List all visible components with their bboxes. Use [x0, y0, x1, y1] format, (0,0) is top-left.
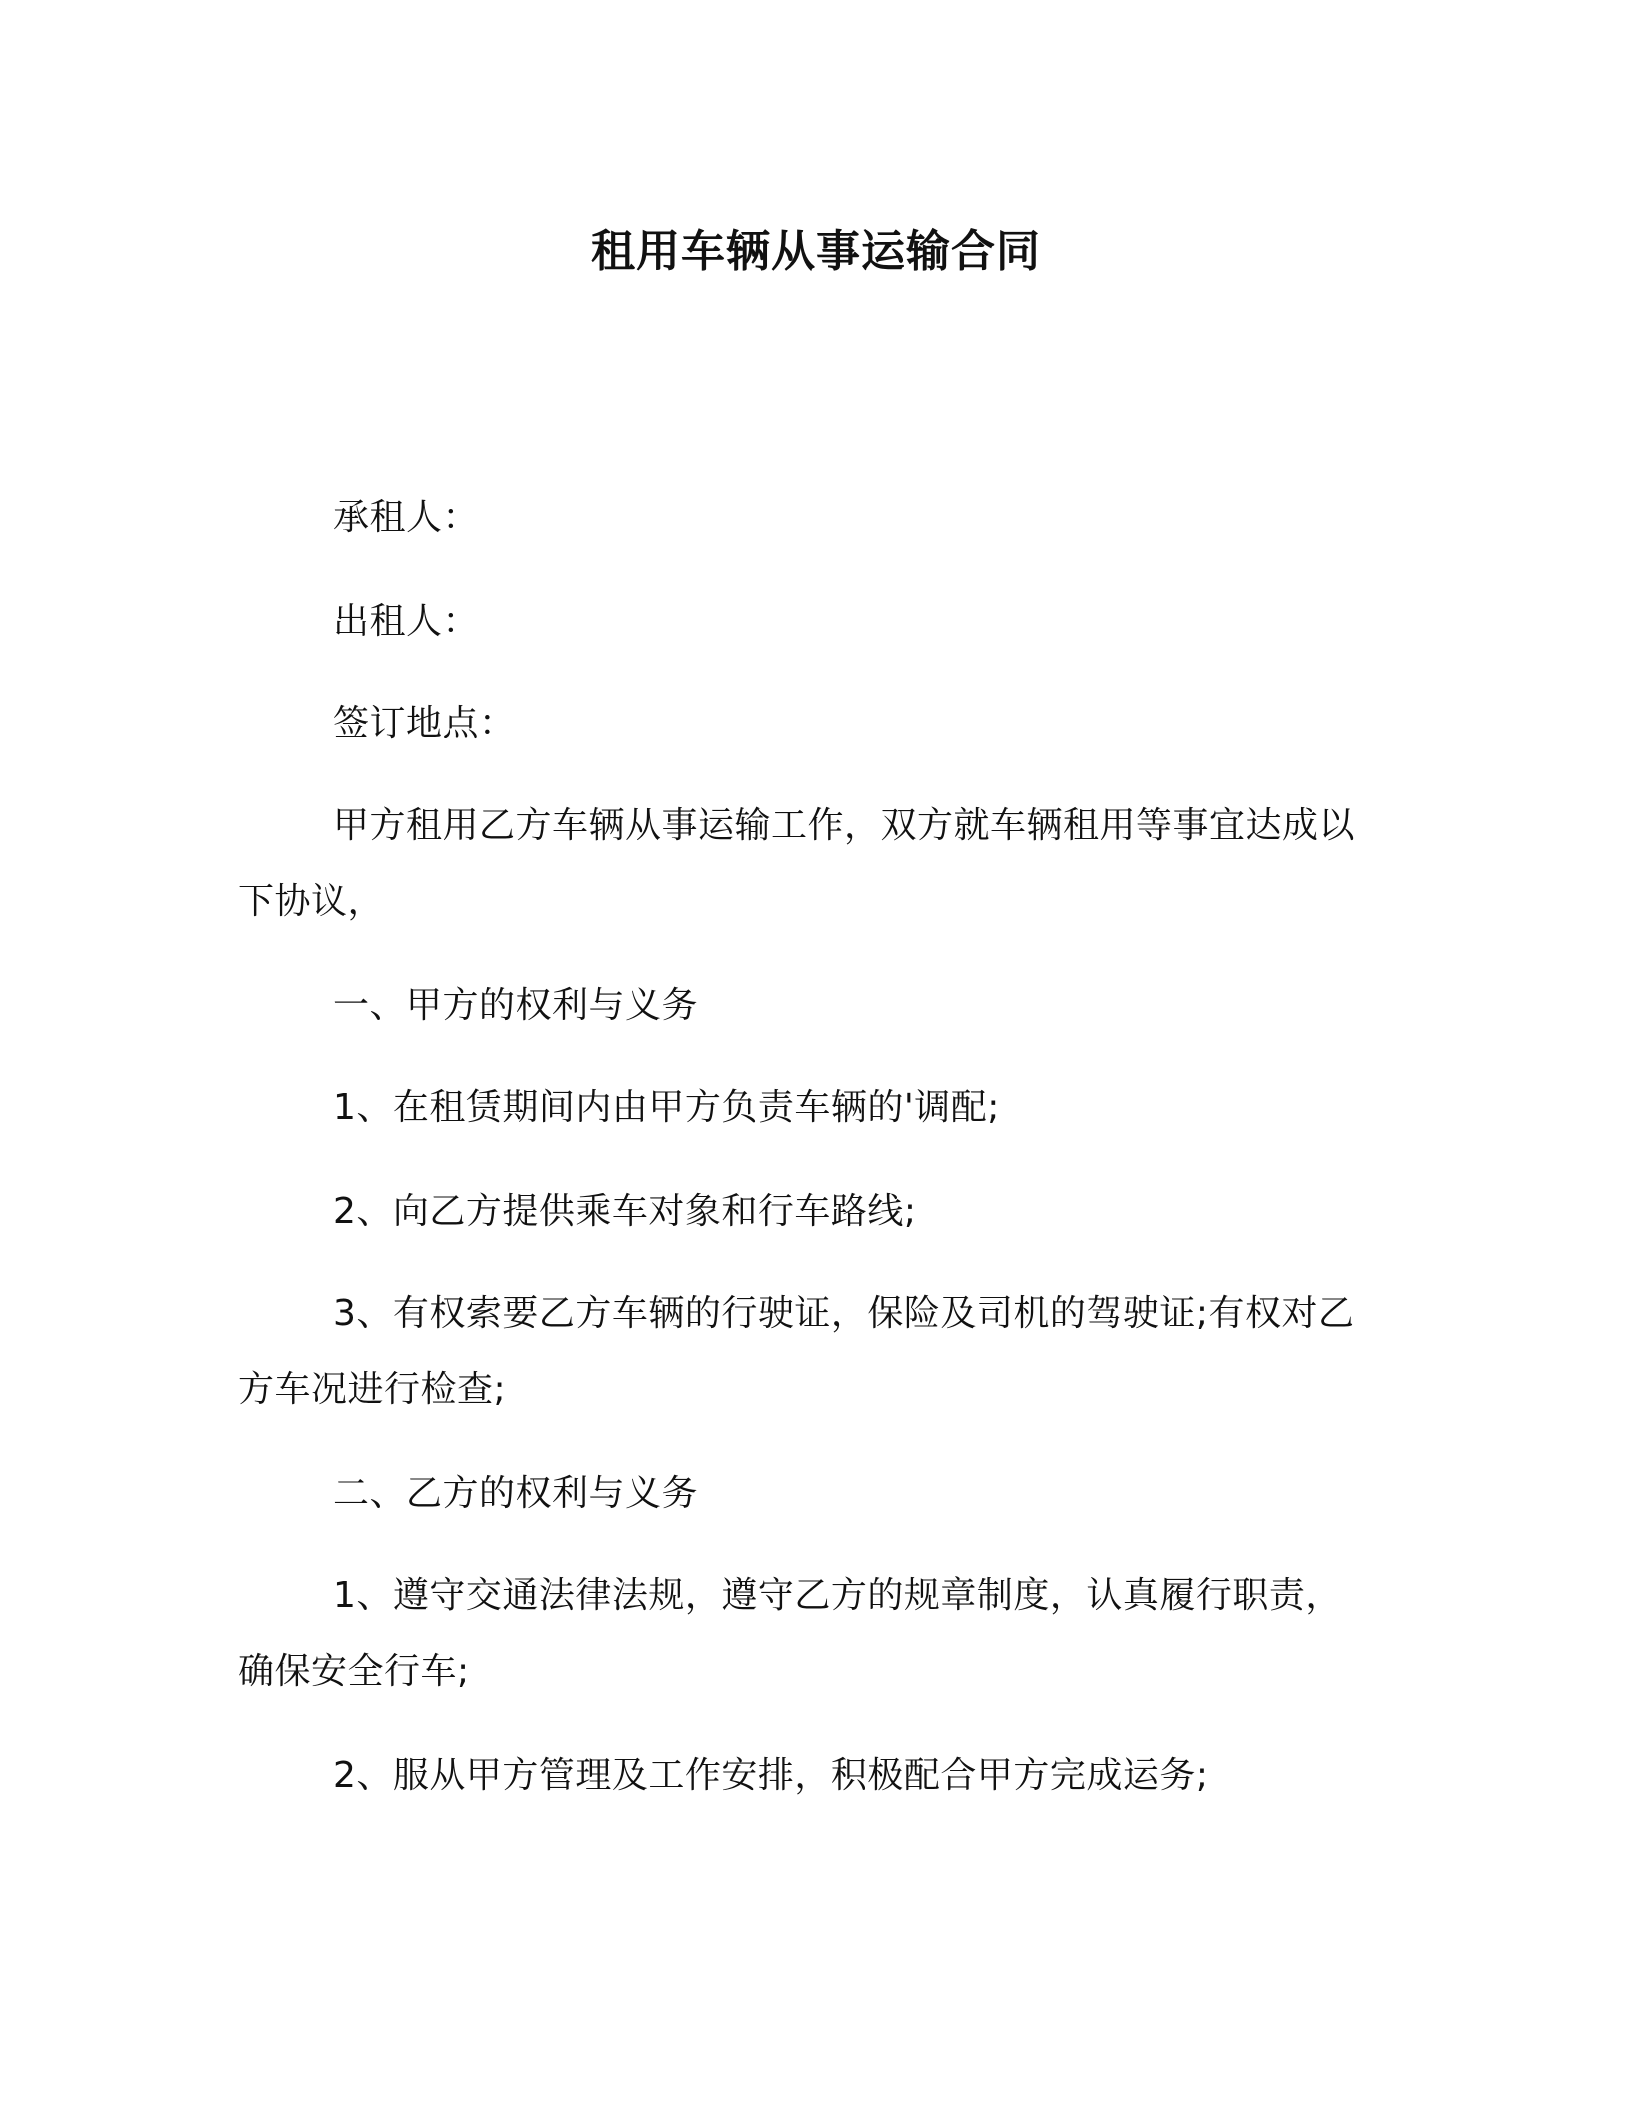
lessee-line: 承租人：	[333, 497, 480, 538]
clause-a-2: 2、向乙方提供乘车对象和行车路线;	[333, 1191, 917, 1232]
document-title: 租用车辆从事运输合同	[591, 226, 1041, 277]
intro-paragraph-line-2: 下协议，	[238, 881, 385, 922]
lessor-line: 出租人：	[333, 601, 480, 642]
section-heading-party-b: 二、乙方的权利与义务	[333, 1473, 699, 1514]
section-heading-party-a: 一、甲方的权利与义务	[333, 985, 699, 1026]
clause-b-2: 2、服从甲方管理及工作安排，积极配合甲方完成运务;	[333, 1755, 1209, 1796]
intro-paragraph-line-1: 甲方租用乙方车辆从事运输工作，双方就车辆租用等事宜达成以	[333, 805, 1356, 846]
clause-a-1: 1、在租赁期间内由甲方负责车辆的'调配;	[333, 1087, 1000, 1128]
clause-b-1-line-2: 确保安全行车;	[238, 1651, 470, 1692]
signing-place-line: 签订地点：	[333, 703, 516, 744]
clause-a-3-line-2: 方车况进行检查;	[238, 1369, 507, 1410]
clause-a-3-line-1: 3、有权索要乙方车辆的行驶证，保险及司机的驾驶证;有权对乙	[333, 1293, 1355, 1334]
clause-b-1-line-1: 1、遵守交通法律法规，遵守乙方的规章制度，认真履行职责，	[333, 1575, 1342, 1616]
